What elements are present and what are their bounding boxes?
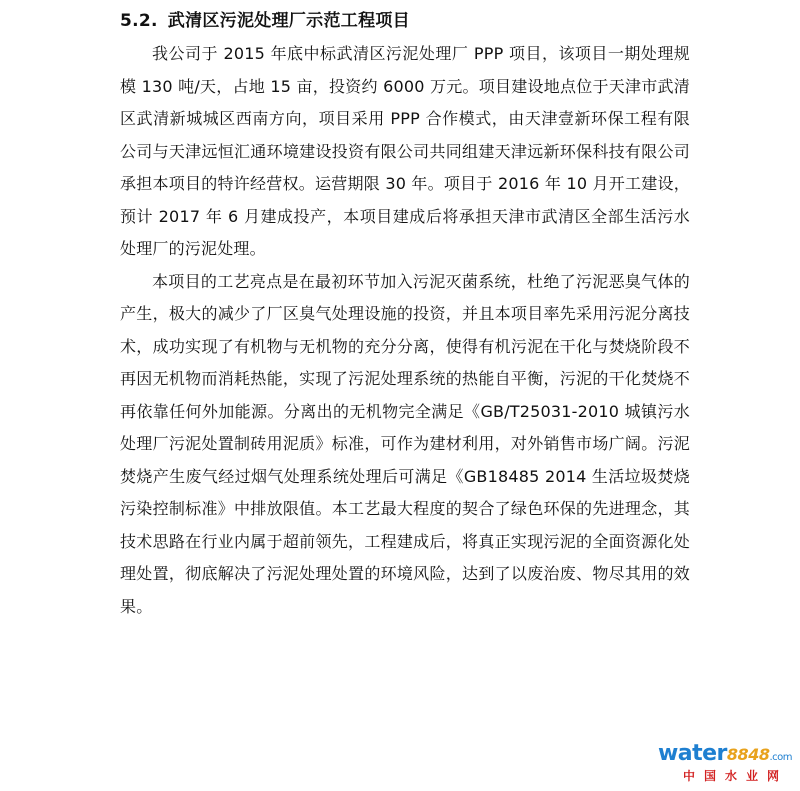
site-watermark [657, 741, 794, 787]
watermark-water-text: water [657, 741, 727, 766]
section-heading [120, 6, 410, 31]
watermark-number-text: 8848 [726, 745, 770, 764]
section-title: 武清区污泥处理厂示范工程项目 [167, 11, 410, 31]
paragraph-process-highlights: 本项目的工艺亮点是在最初环节加入污泥灭菌系统，杜绝了污泥恶臭气体的产生，极大的减少了厂区臭气处理设施的投资，并且本项目率先采用污泥分离技术，成功实现了有机物与无机物的充分分离，使得有机污泥在干化与焚烧阶段不再因无机物而消耗热能，实现了污泥处理系统的热能自平衡，污泥的干化焚烧不再依靠任何外加能源。分离出的无机物完全满足《GB/T25031-2010 城镇污水处理厂污泥处置制砖用泥质》标准，可作为建材利用，对外销售市场广阔。污泥焚烧产生废气经过烟气处理系统处理后可满足《GB18485 2014 生活垃圾焚烧污染控制标准》中排放限值。本工艺最大程度的契合了绿色环保的先进理念，其技术思路在行业内属于超前领先，工程建成后，将真正实现污泥的全面资源化处理处置，彻底解决了污泥处理处置的环境风险，达到了以废治废、物尽其用的效果。 [120, 271, 690, 616]
document-body [120, 38, 690, 623]
watermark-logo [658, 741, 792, 766]
watermark-com-text: .com [769, 752, 792, 763]
paragraph-project-overview: 我公司于 2015 年底中标武清区污泥处理厂 PPP 项目，该项目一期处理规模 130 吨/天，占地 15 亩，投资约 6000 万元。项目建设地点位于天津市武清区武清新城城区西南方向，项目采用 PPP 合作模式，由天津壹新环保工程有限公司与天津远恒汇通环境建设投资有限公司共同组建天津远新环保科技有限公司承担本项目的特许经营权。运营期限 30 年。项目于 2016 年 10 月开工建设，预计 2017 年 6 月建成投产，本项目建成后将承担天津市武清区全部生活污水处理厂的污泥处理。 [120, 44, 690, 258]
watermark-subtitle: 中国水业网 [682, 769, 788, 783]
section-number: 5.2. [120, 11, 158, 31]
